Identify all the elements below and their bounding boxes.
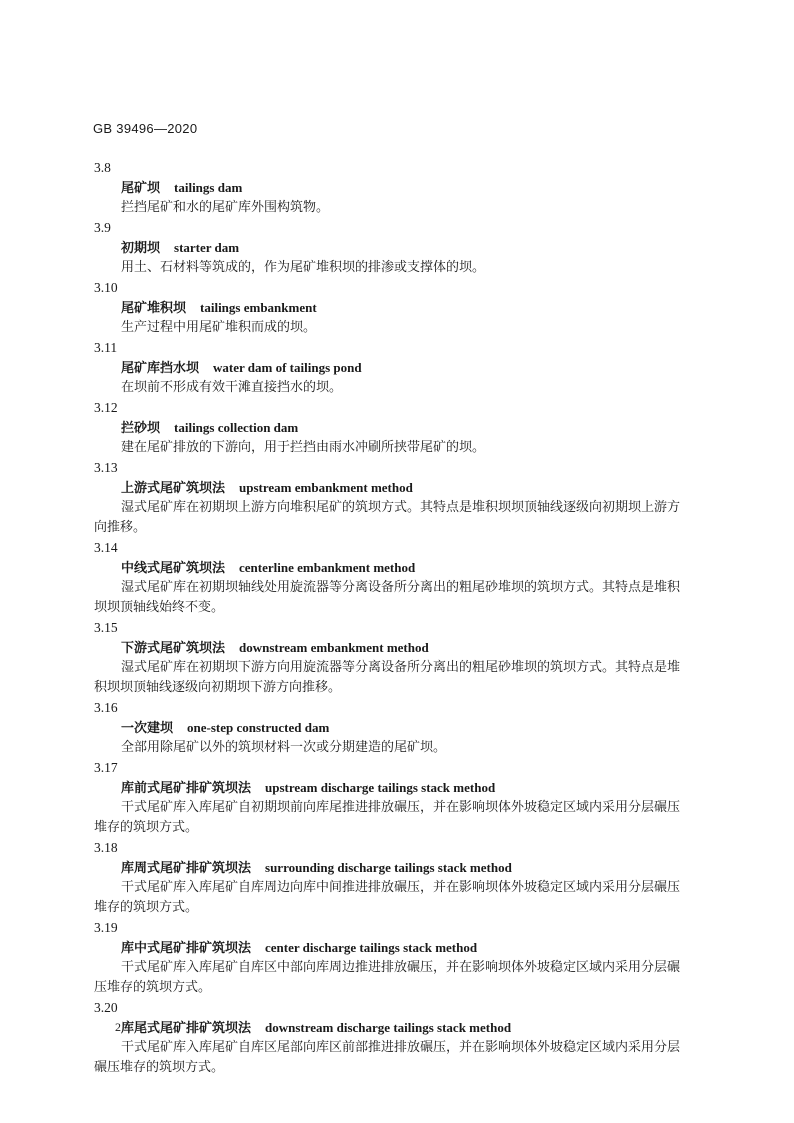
term-entry bbox=[94, 998, 694, 1078]
term-chinese: 尾矿堆积坝 bbox=[121, 301, 187, 316]
term-title bbox=[94, 718, 694, 738]
term-definition: 干式尾矿库入库尾矿自库周边向库中间推进排放碾压，并在影响坝体外坡稳定区域内采用分层碾压堆存的筑坝方式。 bbox=[94, 880, 681, 915]
term-english: starter dam bbox=[174, 240, 240, 255]
term-english: surrounding discharge tailings stack method bbox=[265, 860, 512, 875]
term-chinese: 库前式尾矿排矿筑坝法 bbox=[121, 781, 252, 796]
term-chinese: 库中式尾矿排矿筑坝法 bbox=[121, 941, 252, 956]
term-title bbox=[94, 358, 694, 378]
document-id: GB 39496—2020 bbox=[93, 121, 198, 136]
term-number: 3.14 bbox=[94, 540, 118, 555]
term-definition: 干式尾矿库入库尾矿自初期坝前向库尾推进排放碾压，并在影响坝体外坡稳定区域内采用分层碾压堆存的筑坝方式。 bbox=[94, 800, 681, 835]
term-chinese: 拦砂坝 bbox=[121, 421, 161, 436]
term-entry bbox=[94, 618, 694, 698]
term-number: 3.11 bbox=[94, 340, 118, 355]
term-definition: 湿式尾矿库在初期坝轴线处用旋流器等分离设备所分离出的粗尾砂堆坝的筑坝方式。其特点是堆积坝坝顶轴线始终不变。 bbox=[94, 580, 681, 615]
term-title bbox=[94, 478, 694, 498]
term-entry bbox=[94, 758, 694, 838]
term-chinese: 中线式尾矿筑坝法 bbox=[121, 561, 226, 576]
term-definition: 在坝前不形成有效干滩直接挡水的坝。 bbox=[121, 380, 343, 395]
term-title bbox=[94, 638, 694, 658]
term-entry bbox=[94, 838, 694, 918]
term-definition: 干式尾矿库入库尾矿自库区尾部向库区前部推进排放碾压，并在影响坝体外坡稳定区域内采用分层碾压堆存的筑坝方式。 bbox=[94, 1040, 681, 1075]
term-english: upstream embankment method bbox=[239, 480, 413, 495]
page-number: 2 bbox=[115, 1020, 121, 1034]
term-chinese: 上游式尾矿筑坝法 bbox=[121, 481, 226, 496]
term-entry bbox=[94, 278, 694, 338]
term-entry bbox=[94, 538, 694, 618]
term-chinese: 库周式尾矿排矿筑坝法 bbox=[121, 861, 252, 876]
term-entry bbox=[94, 458, 694, 538]
term-english: one-step constructed dam bbox=[187, 720, 330, 735]
term-entry bbox=[94, 918, 694, 998]
term-english: upstream discharge tailings stack method bbox=[265, 780, 496, 795]
term-definition: 用土、石材料等筑成的，作为尾矿堆积坝的排渗或支撑体的坝。 bbox=[121, 260, 486, 275]
term-number: 3.15 bbox=[94, 620, 118, 635]
term-chinese: 一次建坝 bbox=[121, 721, 174, 736]
term-definition: 生产过程中用尾矿堆积而成的坝。 bbox=[121, 320, 317, 335]
term-entry bbox=[94, 338, 694, 398]
term-title bbox=[94, 938, 694, 958]
term-chinese: 尾矿库挡水坝 bbox=[121, 361, 200, 376]
term-english: tailings collection dam bbox=[174, 420, 299, 435]
term-english: center discharge tailings stack method bbox=[265, 940, 478, 955]
term-english: downstream embankment method bbox=[239, 640, 429, 655]
term-english: tailings dam bbox=[174, 180, 243, 195]
term-number: 3.17 bbox=[94, 760, 118, 775]
term-number: 3.19 bbox=[94, 920, 118, 935]
term-number: 3.9 bbox=[94, 220, 111, 235]
term-entry bbox=[94, 398, 694, 458]
term-english: tailings embankment bbox=[200, 300, 317, 315]
term-english: centerline embankment method bbox=[239, 560, 416, 575]
term-chinese: 下游式尾矿筑坝法 bbox=[121, 641, 226, 656]
term-chinese: 初期坝 bbox=[121, 241, 161, 256]
term-chinese: 尾矿坝 bbox=[121, 181, 161, 196]
term-title bbox=[94, 778, 694, 798]
term-number: 3.18 bbox=[94, 840, 118, 855]
term-list bbox=[94, 158, 694, 1078]
term-definition: 全部用除尾矿以外的筑坝材料一次或分期建造的尾矿坝。 bbox=[121, 740, 447, 755]
term-number: 3.12 bbox=[94, 400, 118, 415]
term-english: downstream discharge tailings stack method bbox=[265, 1020, 512, 1035]
term-entry bbox=[94, 158, 694, 218]
term-entry bbox=[94, 698, 694, 758]
term-entry bbox=[94, 218, 694, 278]
term-english: water dam of tailings pond bbox=[213, 360, 362, 375]
term-definition: 湿式尾矿库在初期坝上游方向堆积尾矿的筑坝方式。其特点是堆积坝坝顶轴线逐级向初期坝上游方向推移。 bbox=[94, 500, 681, 535]
term-number: 3.13 bbox=[94, 460, 118, 475]
term-title bbox=[94, 558, 694, 578]
term-definition: 建在尾矿排放的下游向，用于拦挡由雨水冲刷所挟带尾矿的坝。 bbox=[121, 440, 486, 455]
term-chinese: 库尾式尾矿排矿筑坝法 bbox=[121, 1021, 252, 1036]
term-number: 3.16 bbox=[94, 700, 118, 715]
term-title bbox=[94, 858, 694, 878]
term-definition: 干式尾矿库入库尾矿自库区中部向库周边推进排放碾压，并在影响坝体外坡稳定区域内采用分层碾压堆存的筑坝方式。 bbox=[94, 960, 681, 995]
term-definition: 湿式尾矿库在初期坝下游方向用旋流器等分离设备所分离出的粗尾砂堆坝的筑坝方式。其特点是堆积坝坝顶轴线逐级向初期坝下游方向推移。 bbox=[94, 660, 681, 695]
term-definition: 拦挡尾矿和水的尾矿库外围构筑物。 bbox=[121, 200, 330, 215]
term-title bbox=[94, 298, 694, 318]
term-title bbox=[94, 1018, 694, 1038]
term-title bbox=[94, 178, 694, 198]
term-number: 3.8 bbox=[94, 160, 111, 175]
term-title bbox=[94, 238, 694, 258]
term-title bbox=[94, 418, 694, 438]
term-number: 3.10 bbox=[94, 280, 118, 295]
term-number: 3.20 bbox=[94, 1000, 118, 1015]
